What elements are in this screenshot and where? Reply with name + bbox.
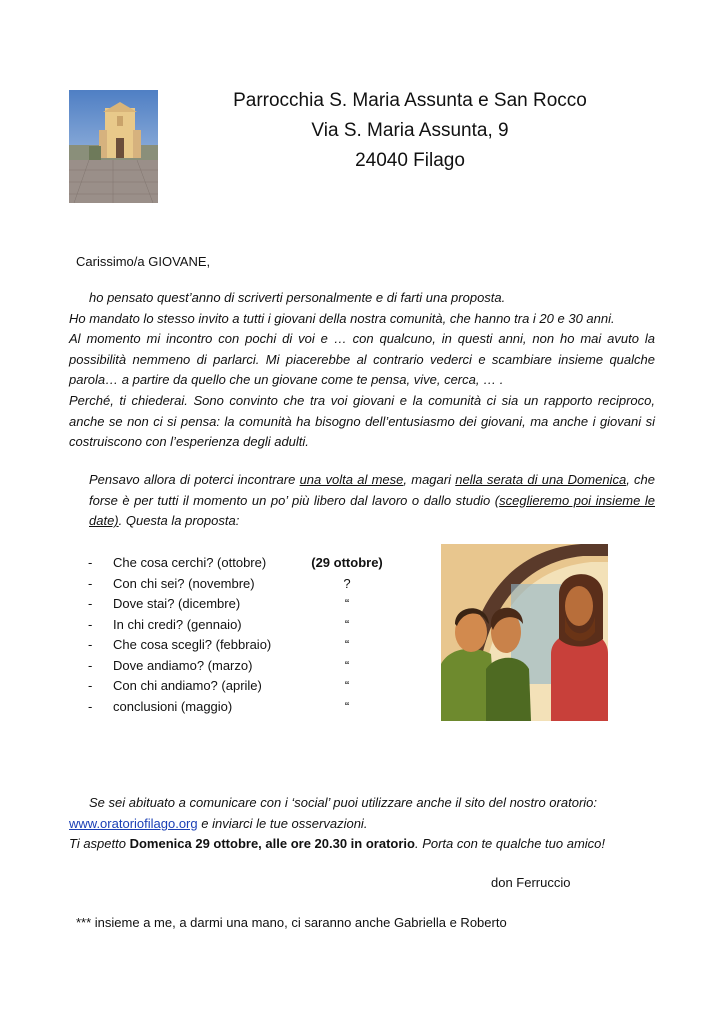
proposal-date: “: [344, 678, 350, 693]
proposal-choose-dates: sceglieremo poi insieme le date): [89, 492, 655, 529]
intro-paragraph: [69, 288, 655, 453]
list-dash: -: [88, 616, 93, 632]
proposal-date: “: [344, 637, 350, 652]
proposal-date: “: [344, 698, 350, 714]
greeting: Carissimo/a GIOVANE,: [76, 254, 211, 269]
observations-text: e inviarci le tue osservazioni.: [197, 815, 368, 831]
social-line: Se sei abituato a comunicare con i ‘social’ puoi utilizzare anche il sito del nostro oratorio:: [89, 795, 597, 810]
proposal-once-month: una volta al mese: [299, 472, 404, 487]
proposal-sunday-evening: nella serata di una Domenica: [455, 472, 627, 487]
intro-line-2: Ho mandato lo stesso invito a tutti i giovani della nostra comunità, che hanno tra i 20 e 30 anni.: [69, 310, 615, 326]
proposal-date: “: [344, 657, 350, 673]
proposal-topic: In chi credi? (gennaio): [113, 616, 242, 632]
list-dash: -: [88, 657, 93, 673]
proposal-topic: Dove stai? (dicembre): [113, 596, 241, 611]
proposal-topic: Con chi sei? (novembre): [113, 575, 255, 591]
parish-name: Parrocchia S. Maria Assunta e San Rocco: [233, 90, 587, 111]
proposal-text-a: Pensavo allora di poterci incontrare: [89, 472, 300, 487]
proposal-text-b: , magari: [403, 472, 456, 487]
list-dash: -: [88, 596, 93, 611]
closing-paragraph: [69, 793, 669, 855]
list-dash: -: [88, 637, 93, 652]
list-dash: -: [88, 555, 93, 570]
proposal-topic: conclusioni (maggio): [113, 698, 233, 714]
invite-text: Ti aspetto: [69, 836, 130, 852]
intro-line-4: Perché, ti chiederai. Sono convinto che tra voi giovani e la comunità ci sia un rapporto reciproco, anche se non ci si pensa: la comunità ha bisogno dell’entusiasmo dei giovani, ma anche i giovani si costruiscono con l’esperienza degli adulti.: [69, 392, 655, 450]
proposal-text-d: . Questa la proposta:: [118, 513, 240, 529]
list-dash: -: [88, 575, 93, 591]
list-dash: -: [88, 678, 93, 693]
intro-line-3: Al momento mi incontro con pochi di voi e … con qualcuno, in questi anni, non ho mai avuto la possibilità nemmeno di parlarci. Mi piacerebbe al contrario vederci e scambiare insieme qualche parola… a partire da quello che un giovane come te pensa, vive, cerca, … .: [69, 331, 655, 388]
illustration-jesus-disciples: [441, 544, 608, 721]
parish-street: Via S. Maria Assunta, 9: [311, 120, 509, 141]
proposal-date: ?: [343, 575, 351, 591]
proposal-topic: Che cosa cerchi? (ottobre): [113, 555, 267, 570]
signature: don Ferruccio: [491, 875, 571, 890]
proposal-topic: Che cosa scegli? (febbraio): [113, 637, 272, 652]
proposal-date: “: [344, 596, 350, 611]
proposal-date: “: [344, 616, 350, 632]
oratorio-website-link[interactable]: www.oratoriofilago.org: [69, 815, 198, 831]
church-photo: [69, 90, 158, 203]
meeting-date: Domenica 29 ottobre, alle ore 20.30 in oratorio: [129, 836, 415, 852]
postscript: *** insieme a me, a darmi una mano, ci saranno anche Gabriella e Roberto: [76, 915, 507, 930]
bring-friend-text: . Porta con te qualche tuo amico!: [414, 836, 606, 852]
parish-city: 24040 Filago: [355, 150, 465, 171]
list-dash: -: [88, 698, 93, 714]
proposal-date: (29 ottobre): [311, 555, 383, 570]
parish-header: [180, 86, 640, 176]
proposal-topic: Con chi andiamo? (aprile): [113, 678, 262, 693]
proposal-text-c: , che forse è per tutti il momento un po’ più libero dal lavoro o dallo studio (: [89, 472, 656, 508]
proposal-paragraph: [69, 470, 655, 532]
proposal-topic: Dove andiamo? (marzo): [113, 657, 253, 673]
intro-line-1: ho pensato quest’anno di scriverti personalmente e di farti una proposta.: [89, 290, 506, 305]
